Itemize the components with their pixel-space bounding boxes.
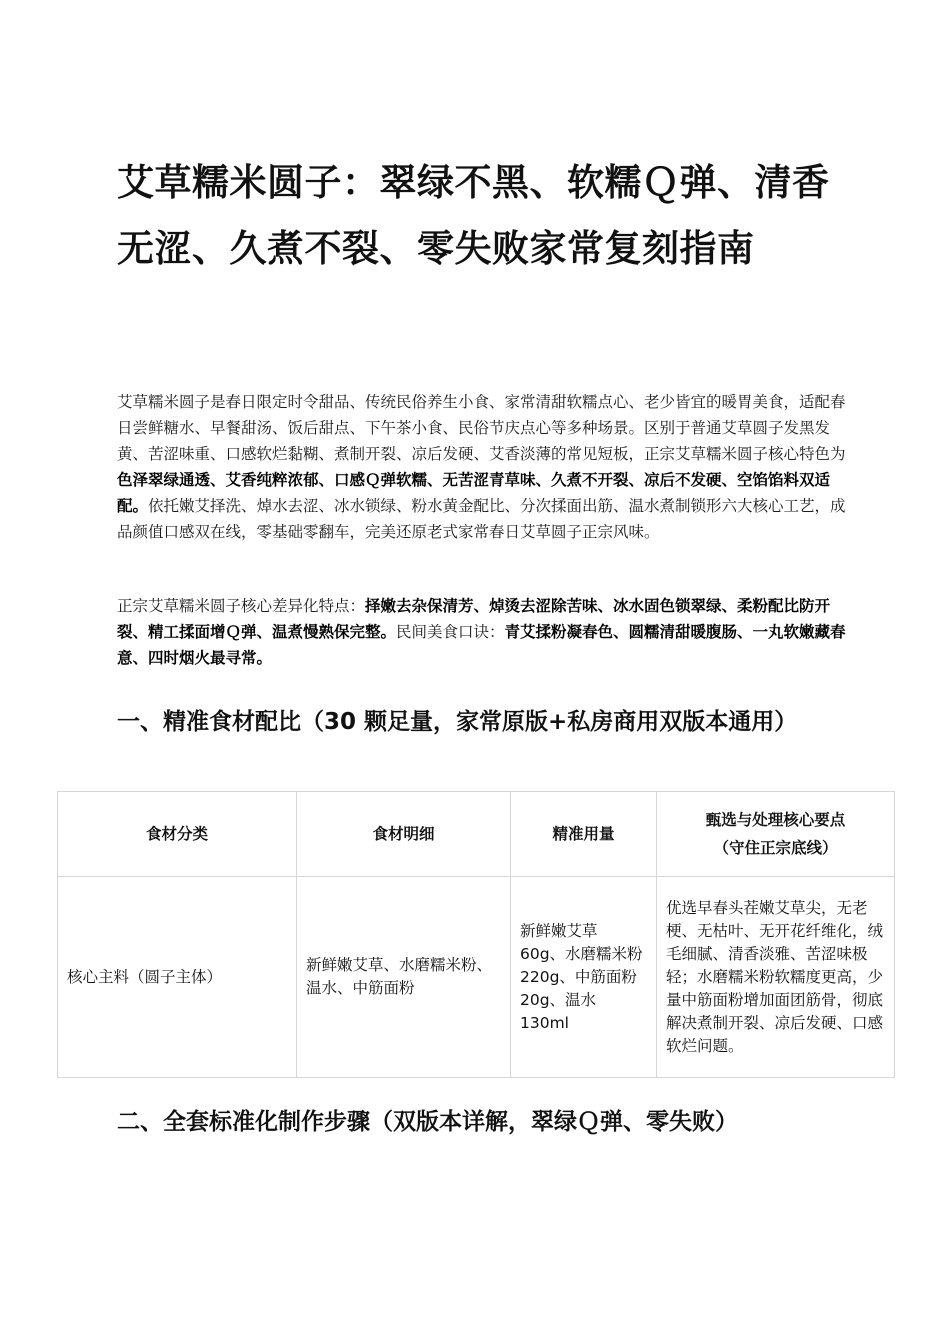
intro-paragraph: [117, 389, 847, 545]
header-tips: [657, 792, 895, 877]
section-heading-ingredients: 一、精准食材配比（30 颗足量，家常原版+私房商用双版本通用）: [117, 709, 798, 735]
cell-detail: 新鲜嫩艾草、水磨糯米粉、温水、中筋面粉: [297, 877, 511, 1078]
features-bold-list: 择嫩去杂保清芳、焯烫去涩除苦味、冰水固色锁翠绿、柔粉配比防开裂、精工揉面增Ｑ弹、温煮慢熟保完整。: [117, 597, 831, 641]
header-amount: 精准用量: [511, 792, 657, 877]
folk-saying-label: 民间美食口诀：: [396, 623, 505, 641]
cell-amount: 新鲜嫩艾草 60g、水磨糯米粉 220g、中筋面粉 20g、温水 130ml: [511, 877, 657, 1078]
intro-text-2: 依托嫩艾择洗、焯水去涩、冰水锁绿、粉水黄金配比、分次揉面出筋、温水煮制锁形六大核心工艺，成品颜值口感双在线，零基础零翻车，完美还原老式家常春日艾草圆子正宗风味。: [117, 497, 846, 541]
cell-tips: 优选早春头茬嫩艾草尖，无老梗、无枯叶、无开花纤维化，绒毛细腻、清香淡雅、苦涩味极轻；水磨糯米粉软糯度更高，少量中筋面粉增加面团筋骨，彻底解决煮制开裂、凉后发硬、口感软烂问题。: [657, 877, 895, 1078]
features-paragraph: [117, 593, 847, 671]
cell-category: 核心主料（圆子主体）: [58, 877, 297, 1078]
intro-bold-highlight: 色泽翠绿通透、艾香纯粹浓郁、口感Ｑ弹软糯、无苦涩青草味、久煮不开裂、凉后不发硬、空馅馅料双适配。: [117, 471, 831, 515]
features-label: 正宗艾草糯米圆子核心差异化特点：: [117, 597, 366, 615]
table-row: [58, 877, 895, 1078]
ingredients-table: [57, 791, 895, 1078]
table-header-row: [58, 792, 895, 877]
page-title: 艾草糯米圆子：翠绿不黑、软糯Ｑ弹、清香无涩、久煮不裂、零失败家常复刻指南: [117, 161, 830, 270]
header-tips-title: 甄选与处理核心要点: [705, 810, 846, 829]
header-detail: 食材明细: [297, 792, 511, 877]
intro-text-1: 艾草糯米圆子是春日限定时令甜品、传统民俗养生小食、家常清甜软糯点心、老少皆宜的暖胃美食，适配春日尝鲜糖水、早餐甜汤、饭后甜点、下午茶小食、民俗节庆点心等多种场景。区别于普通艾草圆子发黑发黄、苦涩味重、口感软烂黏糊、煮制开裂、凉后发硬、艾香淡薄的常见短板，正宗艾草糯米圆子核心特色为: [117, 393, 846, 463]
header-tips-subtitle: （守住正宗底线）: [713, 838, 838, 857]
section-heading-steps: 二、全套标准化制作步骤（双版本详解，翠绿Ｑ弹、零失败）: [117, 1109, 738, 1135]
header-category: 食材分类: [58, 792, 297, 877]
folk-saying-text: 青艾揉粉凝春色、圆糯清甜暖腹肠、一丸软嫩藏春意、四时烟火最寻常。: [117, 623, 846, 667]
